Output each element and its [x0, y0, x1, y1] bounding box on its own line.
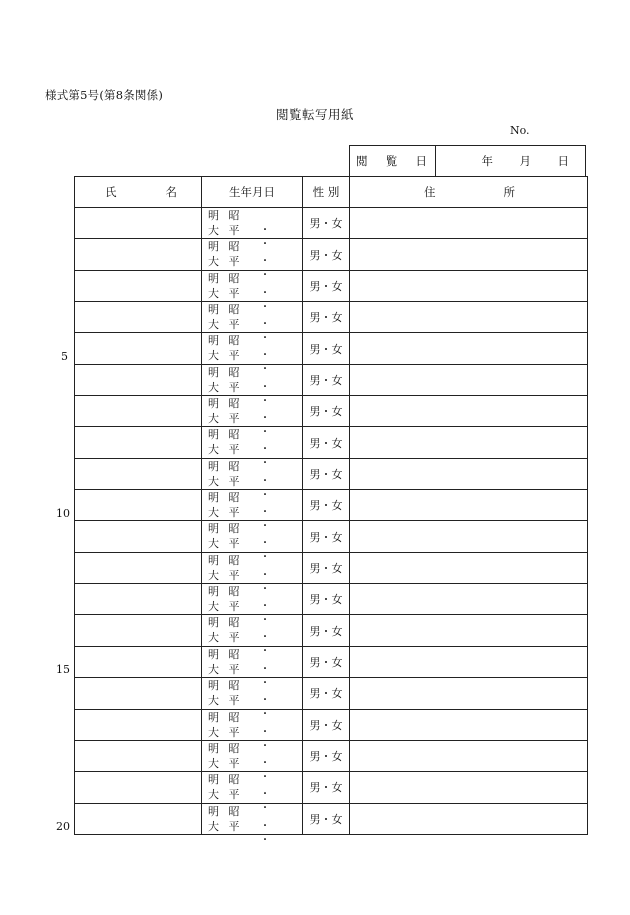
- date-separator-dots: ・ ・: [260, 632, 284, 658]
- row-number-label: 20: [56, 820, 70, 833]
- birth-date-cell[interactable]: [202, 646, 303, 689]
- name-cell[interactable]: [75, 552, 202, 583]
- sex-options: 男・女: [309, 593, 343, 607]
- view-date-month-unit: 月: [519, 154, 531, 168]
- table-row: [75, 427, 588, 458]
- name-cell[interactable]: [75, 803, 202, 834]
- birth-date-cell[interactable]: [202, 552, 303, 595]
- table-row: [75, 239, 588, 270]
- address-cell[interactable]: [350, 584, 588, 615]
- sex-options: 男・女: [309, 436, 343, 450]
- birth-date-cell[interactable]: [202, 803, 303, 846]
- header-birth: 生年月日: [202, 177, 303, 208]
- date-separator-dots: ・ ・: [260, 319, 284, 345]
- header-name-char: 名: [165, 185, 177, 199]
- sex-options: 男・女: [309, 655, 343, 669]
- sex-options: 男・女: [309, 624, 343, 638]
- address-cell[interactable]: [350, 333, 588, 364]
- table-row: [75, 208, 588, 239]
- row-number-label: 5: [61, 349, 68, 363]
- name-cell[interactable]: [75, 740, 202, 771]
- table-row: [75, 772, 588, 803]
- form-number-label: 様式第5号(第8条関係): [45, 88, 164, 102]
- era-options-top: 明 昭: [208, 365, 243, 379]
- era-options-bottom: 大 平: [208, 255, 243, 269]
- era-options-top: 明 昭: [208, 741, 243, 755]
- address-cell[interactable]: [350, 239, 588, 270]
- view-date-label-char: 日: [415, 154, 427, 168]
- name-cell[interactable]: [75, 458, 202, 489]
- name-cell[interactable]: [75, 427, 202, 458]
- table-row: [75, 333, 588, 364]
- date-separator-dots: ・ ・: [260, 256, 284, 282]
- sex-options: 男・女: [309, 781, 343, 795]
- address-cell[interactable]: [350, 709, 588, 740]
- birth-date-cell[interactable]: [202, 270, 303, 313]
- name-cell[interactable]: [75, 208, 202, 239]
- address-cell[interactable]: [350, 678, 588, 709]
- sex-options: 男・女: [309, 217, 343, 231]
- era-options-bottom: 大 平: [208, 506, 243, 520]
- table-row: [75, 396, 588, 427]
- birth-date-cell[interactable]: [202, 458, 303, 501]
- era-options-bottom: 大 平: [208, 474, 243, 488]
- name-cell[interactable]: [75, 521, 202, 552]
- birth-date-cell[interactable]: [202, 584, 303, 627]
- sex-cell[interactable]: [303, 239, 350, 270]
- header-name: [75, 177, 202, 208]
- table-row: [75, 364, 588, 395]
- birth-date-cell[interactable]: [202, 490, 303, 533]
- era-options-bottom: 大 平: [208, 756, 243, 770]
- era-options-bottom: 大 平: [208, 725, 243, 739]
- name-cell[interactable]: [75, 364, 202, 395]
- sex-cell[interactable]: [303, 772, 350, 803]
- view-date-year-unit: 年: [481, 154, 493, 168]
- date-separator-dots: ・ ・: [260, 507, 284, 533]
- date-separator-dots: ・ ・: [260, 225, 284, 250]
- table-row: [75, 552, 588, 583]
- era-options-bottom: 大 平: [208, 286, 243, 300]
- date-separator-dots: ・ ・: [260, 789, 284, 815]
- sex-cell[interactable]: [303, 740, 350, 771]
- sex-options: 男・女: [309, 812, 343, 826]
- table-row: [75, 740, 588, 771]
- name-cell[interactable]: [75, 772, 202, 803]
- address-cell[interactable]: [350, 772, 588, 803]
- birth-date-cell[interactable]: [202, 427, 303, 470]
- sex-options: 男・女: [309, 718, 343, 732]
- name-cell[interactable]: [75, 709, 202, 740]
- table-row: [75, 678, 588, 709]
- era-options-bottom: 大 平: [208, 568, 243, 582]
- header-address-char: 所: [503, 185, 515, 199]
- row-number-label: 10: [56, 506, 70, 520]
- birth-date-cell[interactable]: [202, 740, 303, 783]
- row-number-label: 15: [56, 663, 70, 677]
- era-options-top: 明 昭: [208, 710, 243, 724]
- date-separator-dots: ・ ・: [260, 381, 284, 407]
- era-options-top: 明 昭: [208, 679, 243, 693]
- sex-cell[interactable]: [303, 615, 350, 646]
- header-address-char: 住: [424, 185, 436, 199]
- address-cell[interactable]: [350, 521, 588, 552]
- date-separator-dots: ・ ・: [260, 820, 284, 846]
- birth-date-cell[interactable]: [202, 772, 303, 815]
- era-options-top: 明 昭: [208, 459, 243, 473]
- sex-options: 男・女: [309, 530, 343, 544]
- name-cell[interactable]: [75, 490, 202, 521]
- era-options-top: 明 昭: [208, 616, 243, 630]
- sex-cell[interactable]: [303, 458, 350, 489]
- date-separator-dots: ・ ・: [260, 350, 284, 376]
- era-options-top: 明 昭: [208, 303, 243, 317]
- era-options-bottom: 大 平: [208, 412, 243, 426]
- birth-date-cell[interactable]: [202, 208, 303, 250]
- date-separator-dots: ・ ・: [260, 757, 284, 783]
- table-row: [75, 302, 588, 333]
- birth-date-cell[interactable]: [202, 364, 303, 407]
- era-options-top: 明 昭: [208, 271, 243, 285]
- table-header-row: [75, 177, 588, 208]
- birth-date-cell[interactable]: [202, 239, 303, 282]
- address-cell[interactable]: [350, 270, 588, 301]
- view-date-field[interactable]: [436, 146, 585, 176]
- era-options-top: 明 昭: [208, 240, 243, 254]
- date-separator-dots: ・ ・: [260, 444, 284, 470]
- table-row: [75, 615, 588, 646]
- date-separator-dots: ・ ・: [260, 663, 284, 689]
- address-cell[interactable]: [350, 490, 588, 521]
- name-cell[interactable]: [75, 302, 202, 333]
- sex-cell[interactable]: [303, 646, 350, 677]
- name-cell[interactable]: [75, 584, 202, 615]
- sex-cell[interactable]: [303, 678, 350, 709]
- era-options-bottom: 大 平: [208, 694, 243, 708]
- table-row: [75, 521, 588, 552]
- date-separator-dots: ・ ・: [260, 569, 284, 595]
- sex-cell[interactable]: [303, 709, 350, 740]
- sex-cell[interactable]: [303, 427, 350, 458]
- name-cell[interactable]: [75, 646, 202, 677]
- name-cell[interactable]: [75, 270, 202, 301]
- date-separator-dots: ・ ・: [260, 601, 284, 627]
- era-options-bottom: 大 平: [208, 318, 243, 332]
- date-separator-dots: ・ ・: [260, 695, 284, 721]
- address-cell[interactable]: [350, 803, 588, 834]
- era-options-bottom: 大 平: [208, 819, 243, 833]
- view-date-label-char: 閲: [356, 154, 368, 168]
- sex-cell[interactable]: [303, 270, 350, 301]
- table-row: [75, 803, 588, 834]
- register-rows: [75, 208, 588, 846]
- era-options-top: 明 昭: [208, 334, 243, 348]
- sex-options: 男・女: [309, 373, 343, 387]
- name-cell[interactable]: [75, 333, 202, 364]
- sex-options: 男・女: [309, 750, 343, 764]
- era-options-top: 明 昭: [208, 397, 243, 411]
- birth-date-cell[interactable]: [202, 615, 303, 658]
- sex-cell[interactable]: [303, 803, 350, 834]
- sex-options: 男・女: [309, 279, 343, 293]
- era-options-bottom: 大 平: [208, 537, 243, 551]
- birth-date-cell[interactable]: [202, 333, 303, 376]
- era-options-top: 明 昭: [208, 647, 243, 661]
- era-options-top: 明 昭: [208, 585, 243, 599]
- birth-date-cell[interactable]: [202, 302, 303, 345]
- sex-cell[interactable]: [303, 584, 350, 615]
- address-cell[interactable]: [350, 615, 588, 646]
- sex-options: 男・女: [309, 499, 343, 513]
- address-cell[interactable]: [350, 646, 588, 677]
- document-number-label: No.: [510, 124, 530, 137]
- name-cell[interactable]: [75, 239, 202, 270]
- date-separator-dots: ・ ・: [260, 475, 284, 501]
- header-address: [350, 177, 588, 208]
- table-row: [75, 458, 588, 489]
- name-cell[interactable]: [75, 678, 202, 709]
- birth-date-cell[interactable]: [202, 709, 303, 752]
- sex-options: 男・女: [309, 311, 343, 325]
- view-date-day-unit: 日: [557, 154, 569, 168]
- address-cell[interactable]: [350, 552, 588, 583]
- table-row: [75, 646, 588, 677]
- name-cell[interactable]: [75, 615, 202, 646]
- era-options-bottom: 大 平: [208, 224, 243, 237]
- era-options-bottom: 大 平: [208, 349, 243, 363]
- sex-options: 男・女: [309, 342, 343, 356]
- sex-cell[interactable]: [303, 333, 350, 364]
- era-options-bottom: 大 平: [208, 443, 243, 457]
- document-title: 閲覧転写用紙: [275, 107, 354, 122]
- sex-cell[interactable]: [303, 490, 350, 521]
- date-separator-dots: ・ ・: [260, 413, 284, 439]
- era-options-top: 明 昭: [208, 553, 243, 567]
- era-options-bottom: 大 平: [208, 600, 243, 614]
- era-options-bottom: 大 平: [208, 631, 243, 645]
- birth-date-cell[interactable]: [202, 521, 303, 564]
- sex-cell[interactable]: [303, 302, 350, 333]
- view-date-label-char: 覧: [385, 154, 398, 168]
- address-cell[interactable]: [350, 458, 588, 489]
- view-date-box: [349, 145, 586, 176]
- era-options-top: 明 昭: [208, 491, 243, 505]
- sex-cell[interactable]: [303, 364, 350, 395]
- header-sex: 性 別: [303, 177, 350, 208]
- header-name-char: 氏: [105, 185, 117, 199]
- era-options-top: 明 昭: [208, 209, 243, 222]
- address-cell[interactable]: [350, 740, 588, 771]
- sex-options: 男・女: [309, 405, 343, 419]
- address-cell[interactable]: [350, 302, 588, 333]
- register-table: [74, 176, 588, 846]
- table-row: [75, 584, 588, 615]
- sex-cell[interactable]: [303, 521, 350, 552]
- address-cell[interactable]: [350, 427, 588, 458]
- sex-options: 男・女: [309, 561, 343, 575]
- date-separator-dots: ・ ・: [260, 538, 284, 564]
- address-cell[interactable]: [350, 396, 588, 427]
- era-options-top: 明 昭: [208, 428, 243, 442]
- era-options-top: 明 昭: [208, 773, 243, 787]
- sex-cell[interactable]: [303, 396, 350, 427]
- era-options-bottom: 大 平: [208, 788, 243, 802]
- sex-cell[interactable]: [303, 208, 350, 239]
- address-cell[interactable]: [350, 364, 588, 395]
- birth-date-cell[interactable]: [202, 678, 303, 721]
- era-options-bottom: 大 平: [208, 662, 243, 676]
- sex-options: 男・女: [309, 467, 343, 481]
- name-cell[interactable]: [75, 396, 202, 427]
- date-separator-dots: ・ ・: [260, 287, 284, 313]
- sex-options: 男・女: [309, 687, 343, 701]
- birth-date-cell[interactable]: [202, 396, 303, 439]
- table-row: [75, 490, 588, 521]
- table-row: [75, 270, 588, 301]
- era-options-bottom: 大 平: [208, 380, 243, 394]
- view-date-label: [350, 146, 436, 176]
- date-separator-dots: ・ ・: [260, 726, 284, 752]
- sex-options: 男・女: [309, 248, 343, 262]
- era-options-top: 明 昭: [208, 522, 243, 536]
- table-row: [75, 709, 588, 740]
- sex-cell[interactable]: [303, 552, 350, 583]
- address-cell[interactable]: [350, 208, 588, 239]
- era-options-top: 明 昭: [208, 804, 243, 818]
